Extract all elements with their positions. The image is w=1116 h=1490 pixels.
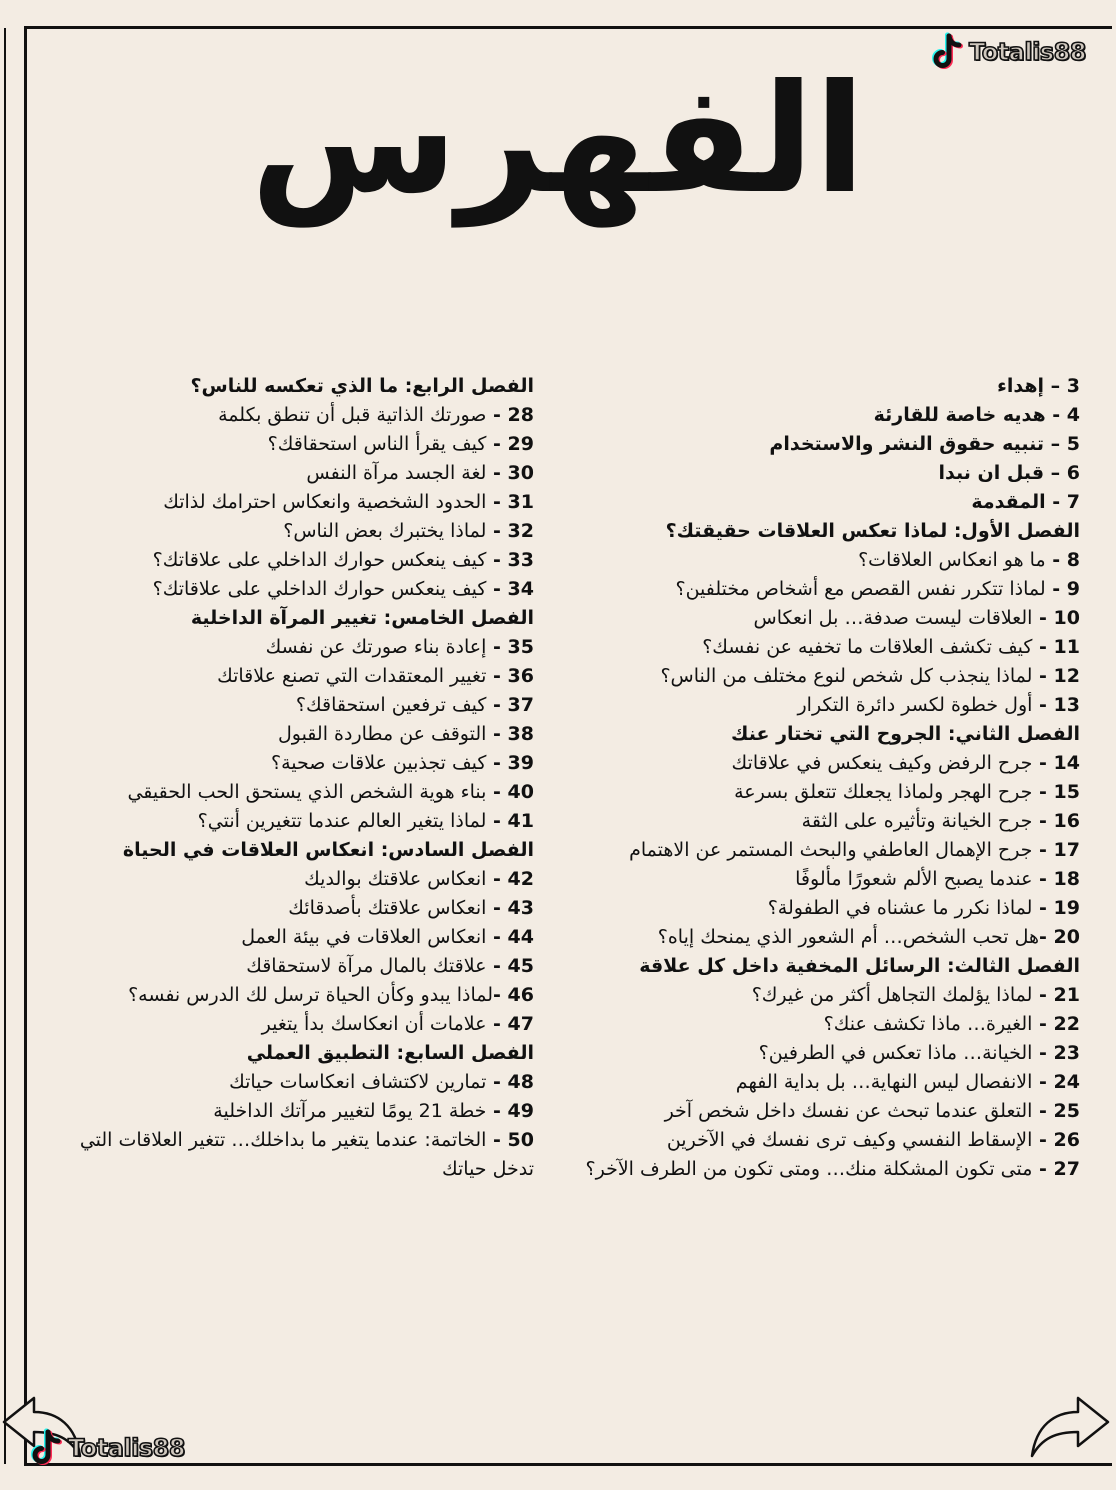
toc-entry[interactable] [34, 1126, 534, 1184]
toc-entry-title: هل تحب الشخص… أم الشعور الذي يمنحك إياه؟ [657, 926, 1040, 948]
toc-page-number: 48 [507, 1071, 534, 1093]
toc-entry-title: كيف ترفعين استحقاقك؟ [295, 694, 487, 716]
toc-entry-title: جرح الخيانة وتأثيره على الثقة [801, 810, 1033, 832]
toc-separator: - [1045, 549, 1067, 571]
toc-page-number: 10 [1053, 607, 1080, 629]
toc-separator: - [486, 926, 508, 948]
toc-entry[interactable] [580, 1097, 1080, 1126]
toc-page-number: 38 [507, 723, 534, 745]
toc-entry-title: أول خطوة لكسر دائرة التكرار [797, 694, 1033, 716]
toc-separator: - [1032, 984, 1054, 1006]
toc-separator: - [486, 1013, 508, 1035]
toc-entry[interactable] [580, 1039, 1080, 1068]
toc-entry-title: جرح الإهمال العاطفي والبحث المستمر عن الاهتمام [629, 839, 1033, 861]
toc-page-number: 19 [1053, 897, 1080, 919]
toc-entry[interactable] [34, 778, 534, 807]
toc-entry-title: ما هو انعكاس العلاقات؟ [858, 549, 1046, 571]
toc-entry[interactable] [34, 459, 534, 488]
toc-entry-title: جرح الهجر ولماذا يجعلك تتعلق بسرعة [734, 781, 1033, 803]
toc-separator: - [486, 810, 508, 832]
toc-entry[interactable] [34, 401, 534, 430]
toc-entry[interactable] [580, 1068, 1080, 1097]
toc-page-number: 33 [507, 549, 534, 571]
toc-entry-title: تغيير المعتقدات التي تصنع علاقاتك [217, 665, 487, 687]
toc-separator: - [1045, 578, 1067, 600]
toc-entry-title: كيف يقرأ الناس استحقاقك؟ [267, 433, 487, 455]
toc-page-number: 8 [1066, 549, 1080, 571]
toc-separator: - [1032, 781, 1054, 803]
toc-page-number: 43 [507, 897, 534, 919]
toc-entry-title: تمارين لاكتشاف انعكاسات حياتك [229, 1071, 487, 1093]
toc-entry[interactable] [580, 749, 1080, 778]
toc-separator: - [486, 752, 508, 774]
toc-entry-title: علامات أن انعكاسك بدأ يتغير [261, 1013, 487, 1035]
toc-separator: – [1044, 433, 1067, 455]
page-title: الفهرس [250, 53, 866, 227]
toc-entry-title: الحدود الشخصية وانعكاس احترامك لذاتك [163, 491, 487, 513]
toc-page-number: 34 [507, 578, 534, 600]
toc-entry-title: التوقف عن مطاردة القبول [277, 723, 487, 745]
toc-entry-title: لماذا يبدو وكأن الحياة ترسل لك الدرس نفسه؟ [128, 984, 494, 1006]
toc-entry[interactable] [34, 720, 534, 749]
toc-entry-title: بناء هوية الشخص الذي يستحق الحب الحقيقي [127, 781, 487, 803]
toc-page-number: 12 [1053, 665, 1080, 687]
toc-entry-title: كيف تجذبين علاقات صحية؟ [271, 752, 487, 774]
toc-entry-title: لماذا نكرر ما عشناه في الطفولة؟ [767, 897, 1033, 919]
toc-entry-title: جرح الرفض وكيف ينعكس في علاقاتك [731, 752, 1033, 774]
toc-column-right [580, 372, 1080, 1184]
toc-entry[interactable] [580, 807, 1080, 836]
toc-entry-title: هديه خاصة للقارئة [873, 404, 1046, 426]
toc-page-number: 13 [1053, 694, 1080, 716]
toc-separator: - [486, 665, 508, 687]
toc-entry-title: كيف تكشف العلاقات ما تخفيه عن نفسك؟ [702, 636, 1033, 658]
toc-page-number: 5 [1066, 433, 1080, 455]
toc-separator: - [1032, 839, 1054, 861]
toc-entry[interactable] [580, 894, 1080, 923]
toc-entry[interactable] [580, 778, 1080, 807]
toc-separator: - [493, 984, 508, 1006]
toc-entry[interactable] [580, 546, 1080, 575]
toc-page-number: 44 [507, 926, 534, 948]
toc-entry-title: انعكاس علاقتك بأصدقائك [288, 897, 487, 919]
toc-page-number: 32 [507, 520, 534, 542]
toc-page-number: 9 [1066, 578, 1080, 600]
brand-handle: Totalis88 [68, 1434, 185, 1462]
toc-page-number: 28 [507, 404, 534, 426]
toc-entry-title: لماذا يتغير العالم عندما تتغيرين أنتي؟ [197, 810, 487, 832]
next-page-button[interactable] [1026, 1392, 1112, 1464]
toc-chapter-heading[interactable]: الفصل الثاني: الجروح التي تختار عنك [731, 723, 1080, 745]
toc-separator: - [1032, 665, 1054, 687]
toc-separator: - [1032, 1100, 1054, 1122]
toc-separator: - [486, 404, 508, 426]
toc-entry-title: المقدمة [971, 491, 1046, 513]
toc-page-number: 6 [1066, 462, 1080, 484]
toc-entry[interactable] [34, 981, 534, 1010]
toc-entry[interactable] [580, 575, 1080, 604]
toc-entry[interactable] [34, 807, 534, 836]
toc-entry-title: انعكاس العلاقات في بيئة العمل [241, 926, 487, 948]
toc-entry[interactable] [580, 865, 1080, 894]
toc-page-number: 27 [1053, 1158, 1080, 1180]
toc-page-number: 42 [507, 868, 534, 890]
toc-entry[interactable] [580, 1155, 1080, 1184]
toc-chapter-heading[interactable]: الفصل الخامس: تغيير المرآة الداخلية [190, 607, 534, 629]
toc-entry-title: قبل ان نبدا [938, 462, 1045, 484]
toc-page-number: 20 [1053, 926, 1080, 948]
toc-entry[interactable] [580, 604, 1080, 633]
toc-page-number: 16 [1053, 810, 1080, 832]
toc-separator: - [486, 694, 508, 716]
toc-entry-title: إعادة بناء صورتك عن نفسك [265, 636, 487, 658]
toc-entry[interactable] [34, 865, 534, 894]
toc-page-number: 40 [507, 781, 534, 803]
toc-separator: - [1032, 694, 1054, 716]
toc-separator: - [486, 723, 508, 745]
toc-page-number: 50 [507, 1129, 534, 1151]
toc-entry-title: الانفصال ليس النهاية… بل بداية الفهم [735, 1071, 1033, 1093]
toc-entry[interactable] [580, 401, 1080, 430]
brand-handle: Totalis88 [969, 38, 1086, 66]
toc-separator: - [486, 491, 508, 513]
toc-page-number: 47 [507, 1013, 534, 1035]
toc-page-number: 30 [507, 462, 534, 484]
toc-page-number: 18 [1053, 868, 1080, 890]
toc-page-number: 26 [1053, 1129, 1080, 1151]
toc-page-number: 35 [507, 636, 534, 658]
toc-entry-title: الخاتمة: عندما يتغير ما بداخلك… تتغير العلاقات التي تدخل حياتك [79, 1129, 534, 1180]
toc-separator: - [486, 955, 508, 977]
toc-entry[interactable] [580, 1010, 1080, 1039]
toc-entry[interactable] [34, 923, 534, 952]
toc-entry[interactable] [34, 1097, 534, 1126]
toc-entry-title: الخيانة… ماذا تعكس في الطرفين؟ [758, 1042, 1033, 1064]
toc-page-number: 41 [507, 810, 534, 832]
toc-separator: - [1032, 752, 1054, 774]
toc-entry[interactable] [34, 633, 534, 662]
toc-page-number: 15 [1053, 781, 1080, 803]
toc-separator: - [1032, 1071, 1054, 1093]
toc-entry-title: التعلق عندما تبحث عن نفسك داخل شخص آخر [664, 1100, 1033, 1122]
toc-entry[interactable] [580, 981, 1080, 1010]
toc-page-number: 39 [507, 752, 534, 774]
toc-entry[interactable] [580, 836, 1080, 865]
tiktok-note-icon [28, 1428, 64, 1468]
toc-page-number: 17 [1053, 839, 1080, 861]
toc-entry[interactable] [34, 691, 534, 720]
toc-page-number: 3 [1066, 375, 1080, 397]
toc-entry-title: الإسقاط النفسي وكيف ترى نفسك في الآخرين [666, 1129, 1033, 1151]
toc-separator: - [486, 520, 508, 542]
toc-separator: - [486, 636, 508, 658]
toc-entry-title: تنبيه حقوق النشر والاستخدام [769, 433, 1045, 455]
toc-entry[interactable] [34, 894, 534, 923]
toc-entry-title: العلاقات ليست صدفة… بل انعكاس [753, 607, 1033, 629]
toc-entry-title: صورتك الذاتية قبل أن تنطق بكلمة [218, 404, 487, 426]
toc-entry-title: كيف ينعكس حوارك الداخلي على علاقاتك؟ [152, 578, 487, 600]
toc-separator: - [1032, 810, 1054, 832]
toc-separator: - [486, 433, 508, 455]
toc-page-number: 23 [1053, 1042, 1080, 1064]
toc-separator: - [1045, 404, 1067, 426]
toc-page-number: 11 [1053, 636, 1080, 658]
toc-page-number: 46 [507, 984, 534, 1006]
toc-entry-title: عندما يصبح الألم شعورًا مألوفًا [795, 868, 1033, 890]
toc-entry[interactable] [34, 488, 534, 517]
toc-chapter-heading[interactable]: الفصل السادس: انعكاس العلاقات في الحياة [122, 839, 534, 861]
toc-entry-title: الغيرة… ماذا تكشف عنك؟ [823, 1013, 1033, 1035]
toc-entry[interactable] [580, 372, 1080, 401]
toc-entry[interactable] [580, 691, 1080, 720]
toc-separator: - [486, 578, 508, 600]
toc-entry[interactable] [34, 430, 534, 459]
toc-page-number: 29 [507, 433, 534, 455]
toc-entry[interactable] [580, 459, 1080, 488]
toc-column-left [34, 372, 534, 1184]
toc-page-number: 24 [1053, 1071, 1080, 1093]
toc-chapter-heading[interactable]: الفصل الرابع: ما الذي تعكسه للناس؟ [190, 375, 534, 397]
toc-separator: – [1044, 462, 1067, 484]
toc-page-number: 37 [507, 694, 534, 716]
toc-chapter-heading[interactable]: الفصل السابع: التطبيق العملي [246, 1042, 534, 1064]
toc-page-number: 7 [1066, 491, 1080, 513]
toc-entry[interactable] [580, 430, 1080, 459]
toc-separator: - [1032, 897, 1054, 919]
toc-page-number: 36 [507, 665, 534, 687]
toc-separator: - [1032, 1013, 1054, 1035]
toc-entry[interactable] [580, 633, 1080, 662]
toc-entry-title: لغة الجسد مرآة النفس [306, 462, 487, 484]
toc-entry-title: لماذا ينجذب كل شخص لنوع مختلف من الناس؟ [660, 665, 1033, 687]
toc-separator: - [1045, 491, 1067, 513]
toc-entry-title: علاقتك بالمال مرآة لاستحقاقك [246, 955, 487, 977]
toc-entry[interactable] [34, 952, 534, 981]
toc-chapter-heading[interactable]: الفصل الثالث: الرسائل المخفية داخل كل علاقة [639, 955, 1080, 977]
toc-entry-title: متى تكون المشكلة منك… ومتى تكون من الطرف الآخر؟ [585, 1158, 1033, 1180]
toc-entry-title: إهداء [997, 375, 1045, 397]
toc-entry-title: خطة 21 يومًا لتغيير مرآتك الداخلية [213, 1100, 487, 1122]
toc-separator: - [1032, 607, 1054, 629]
toc-separator: - [486, 781, 508, 803]
toc-page-number: 4 [1066, 404, 1080, 426]
toc-entry[interactable] [34, 517, 534, 546]
toc-separator: - [486, 462, 508, 484]
toc-separator: - [1032, 1158, 1054, 1180]
toc-separator: - [486, 1071, 508, 1093]
toc-entry[interactable] [580, 923, 1080, 952]
toc-separator: - [486, 897, 508, 919]
toc-entry[interactable] [580, 662, 1080, 691]
toc-page-number: 22 [1053, 1013, 1080, 1035]
toc-separator: - [1032, 868, 1054, 890]
toc-page-number: 25 [1053, 1100, 1080, 1122]
toc-separator: - [486, 549, 508, 571]
toc-entry-title: لماذا يختبرك بعض الناس؟ [283, 520, 487, 542]
toc-separator: - [1039, 926, 1054, 948]
toc-entry-title: لماذا يؤلمك التجاهل أكثر من غيرك؟ [751, 984, 1033, 1006]
toc-entry-title: كيف ينعكس حوارك الداخلي على علاقاتك؟ [152, 549, 487, 571]
toc-page-number: 45 [507, 955, 534, 977]
toc-separator: - [486, 1100, 508, 1122]
page-edge-left [0, 28, 6, 1464]
toc-separator: - [1032, 1129, 1054, 1151]
toc-separator: – [1044, 375, 1067, 397]
toc-entry[interactable] [34, 546, 534, 575]
curved-arrow-right-icon [1032, 1398, 1108, 1456]
toc-separator: - [1032, 1042, 1054, 1064]
toc-separator: - [486, 868, 508, 890]
brand-logo-bottom [28, 1428, 185, 1468]
toc-separator: - [1032, 636, 1054, 658]
toc-entry[interactable] [34, 749, 534, 778]
toc-entry-title: لماذا تتكرر نفس القصص مع أشخاص مختلفين؟ [675, 578, 1046, 600]
toc-page-number: 14 [1053, 752, 1080, 774]
toc-entry[interactable] [580, 1126, 1080, 1155]
toc-page-number: 21 [1053, 984, 1080, 1006]
toc-page-number: 31 [507, 491, 534, 513]
toc-page-number: 49 [507, 1100, 534, 1122]
toc-entry[interactable] [34, 1068, 534, 1097]
toc-chapter-heading[interactable]: الفصل الأول: لماذا تعكس العلاقات حقيقتك؟ [665, 520, 1080, 542]
toc-entry[interactable] [34, 1010, 534, 1039]
toc-entry[interactable] [34, 662, 534, 691]
toc-entry-title: انعكاس علاقتك بوالديك [304, 868, 487, 890]
toc-entry[interactable] [580, 488, 1080, 517]
toc-entry[interactable] [34, 575, 534, 604]
toc-separator: - [486, 1129, 508, 1151]
